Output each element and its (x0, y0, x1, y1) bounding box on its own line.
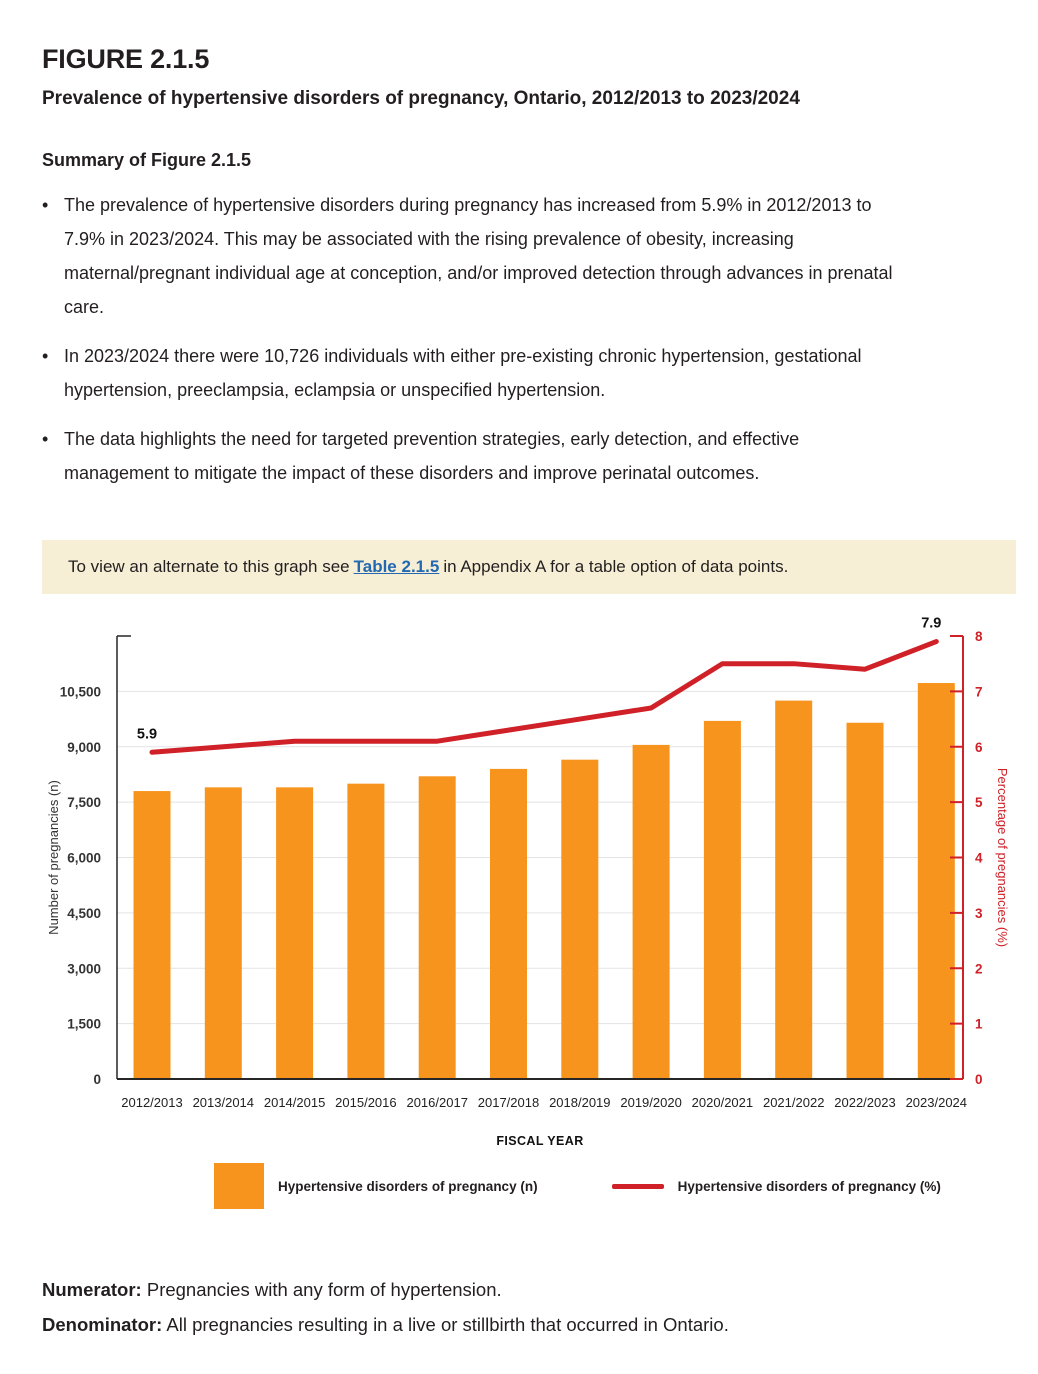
summary-bullet-2 (42, 339, 894, 407)
numerator-note (42, 1272, 729, 1307)
summary-bullet-1-text: The prevalence of hypertensive disorders during pregnancy has increased from 5.9% in 2012/2013 to 7.9% in 2023/2024. This may be associated with the rising prevalence of obesity, increasing maternal/pregnant individual age at conception, and/or improved detection through advances in prenatal care. (64, 195, 893, 317)
bar-2013/2014 (205, 787, 242, 1079)
x-tick-label: 2013/2014 (192, 1095, 255, 1110)
right-tick-label: 2 (975, 961, 983, 977)
chart-footnotes (42, 1272, 729, 1342)
x-tick-label: 2016/2017 (406, 1095, 468, 1110)
note-text-before-link: To view an alternate to this graph see (68, 557, 350, 576)
legend-bar-label: Hypertensive disorders of pregnancy (n) (278, 1178, 538, 1194)
x-tick-label: 2014/2015 (263, 1095, 326, 1110)
bar-2015/2016 (347, 784, 384, 1079)
bar-2018/2019 (561, 760, 598, 1079)
summary-heading: Summary of Figure 2.1.5 (42, 150, 252, 170)
right-axis-title: Percentage of pregnancies (%) (995, 767, 1010, 948)
denominator-note (42, 1307, 729, 1342)
left-tick-label: 3,000 (67, 961, 101, 977)
legend-bar-swatch (214, 1163, 264, 1209)
x-tick-label: 2021/2022 (762, 1095, 825, 1110)
line-value-label: 7.9 (921, 615, 942, 632)
bullet-dot: • (42, 346, 49, 366)
x-tick-label: 2012/2013 (121, 1095, 183, 1110)
summary-bullet-3 (42, 422, 894, 490)
bar-2014/2015 (276, 787, 313, 1079)
figure-title: Prevalence of hypertensive disorders of pregnancy, Ontario, 2012/2013 to 2023/2024 (42, 88, 800, 109)
x-axis-title: FISCAL YEAR (496, 1134, 584, 1148)
left-tick-label: 6,000 (67, 850, 101, 866)
summary-bullet-3-text: The data highlights the need for targeted prevention strategies, early detection, and effective management to mitigate the impact of these disorders and improve perinatal outcomes. (64, 429, 800, 483)
left-tick-label: 10,500 (59, 684, 101, 700)
figure-label: FIGURE 2.1.5 (42, 44, 210, 74)
right-tick-label: 4 (975, 850, 983, 866)
right-tick-label: 8 (975, 629, 983, 644)
right-tick-label: 1 (975, 1016, 983, 1032)
bullet-dot: • (42, 195, 49, 215)
bar-2022/2023 (847, 723, 884, 1079)
right-tick-label: 5 (975, 795, 983, 811)
figure-summary (42, 150, 942, 505)
left-tick-label: 4,500 (67, 905, 101, 921)
figure-header (42, 44, 998, 110)
note-text-after-link: in Appendix A for a table option of data points. (443, 557, 789, 576)
x-tick-label: 2015/2016 (335, 1095, 397, 1110)
x-tick-label: 2020/2021 (691, 1095, 754, 1110)
left-tick-label: 7,500 (67, 795, 101, 811)
right-tick-label: 7 (975, 684, 983, 700)
left-tick-label: 9,000 (67, 739, 101, 755)
bar-2020/2021 (704, 721, 741, 1079)
legend-line-swatch (612, 1184, 664, 1189)
x-tick-label: 2023/2024 (905, 1095, 968, 1110)
right-tick-label: 3 (975, 905, 983, 921)
prevalence-chart (0, 598, 1038, 1158)
x-tick-label: 2017/2018 (477, 1095, 540, 1110)
bar-2016/2017 (419, 776, 456, 1079)
x-tick-label: 2018/2019 (549, 1095, 611, 1110)
bar-2012/2013 (134, 791, 171, 1079)
left-tick-label: 1,500 (67, 1016, 101, 1032)
right-tick-label: 0 (975, 1072, 983, 1087)
left-tick-label: 0 (93, 1072, 101, 1087)
denominator-text: All pregnancies resulting in a live or stillbirth that occurred in Ontario. (166, 1314, 729, 1335)
summary-bullet-1 (42, 188, 894, 324)
right-tick-label: 6 (975, 739, 983, 755)
x-tick-label: 2019/2020 (620, 1095, 682, 1110)
percentage-line (152, 642, 936, 753)
numerator-label: Numerator: (42, 1279, 142, 1300)
table-2-1-5-link[interactable]: Table 2.1.5 (353, 557, 440, 576)
numerator-text: Pregnancies with any form of hypertension. (146, 1279, 502, 1300)
bar-2023/2024 (918, 683, 955, 1079)
summary-bullet-2-text: In 2023/2024 there were 10,726 individuals with either pre-existing chronic hypertension, gestational hypertension, preeclampsia, eclampsia or unspecified hypertension. (64, 346, 862, 400)
left-axis-title: Number of pregnancies (n) (46, 780, 61, 935)
legend-line-label: Hypertensive disorders of pregnancy (%) (677, 1178, 941, 1194)
bar-2017/2018 (490, 769, 527, 1079)
chart-legend (214, 1160, 941, 1212)
denominator-label: Denominator: (42, 1314, 163, 1335)
alternate-table-note (42, 540, 1016, 594)
summary-bullet-list (42, 188, 942, 490)
x-tick-label: 2022/2023 (834, 1095, 896, 1110)
bar-2019/2020 (633, 745, 670, 1079)
bar-2021/2022 (775, 701, 812, 1079)
bullet-dot: • (42, 429, 49, 449)
line-value-label: 5.9 (136, 726, 158, 743)
